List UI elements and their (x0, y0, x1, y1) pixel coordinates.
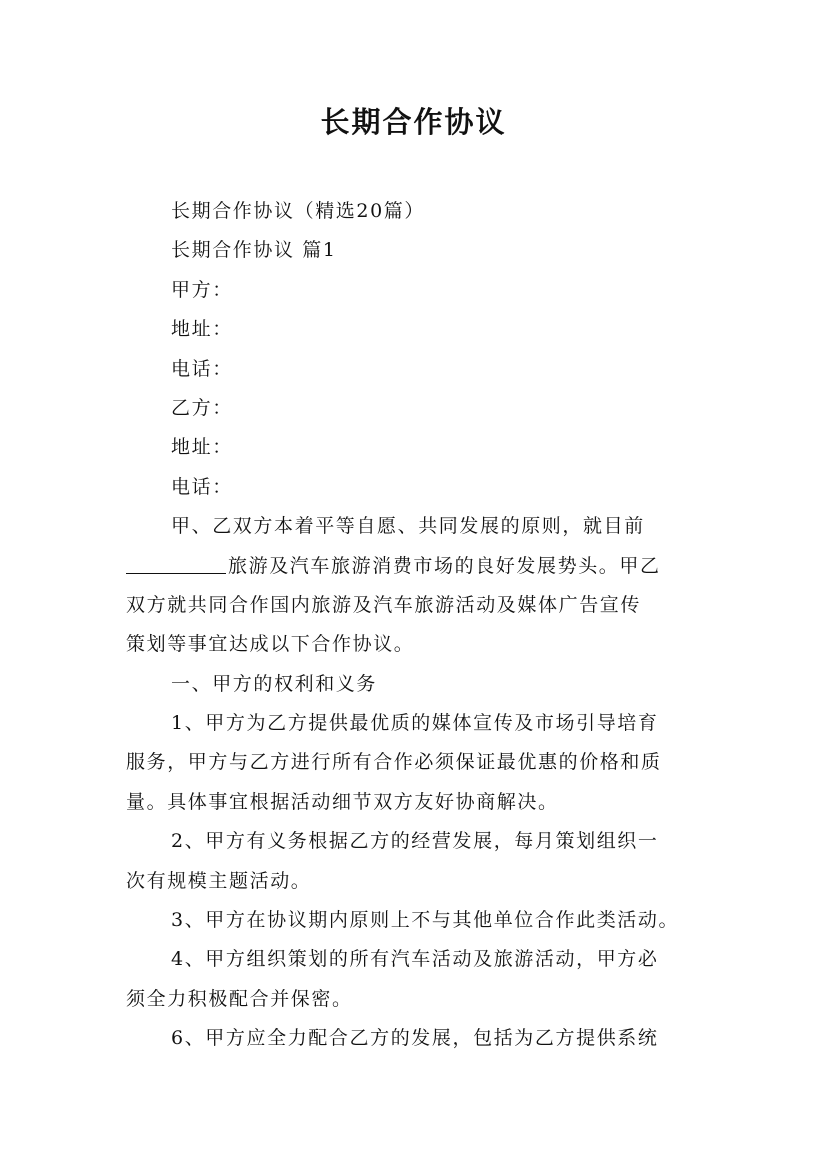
paragraph-line-with-blank (126, 547, 706, 586)
clause-line: 量。具体事宜根据活动细节双方友好协商解决。 (126, 790, 559, 813)
paragraph-line: 策划等事宜达成以下合作协议。 (126, 633, 415, 656)
section-heading: 长期合作协议 篇1 (171, 239, 337, 262)
party-a-label: 甲方： (171, 278, 233, 301)
subtitle-line: 长期合作协议（精选20篇） (171, 200, 425, 222)
paragraph-line: 甲、乙双方本着平等自愿、共同发展的原则，就目前 (171, 515, 645, 538)
section-heading: 一、甲方的权利和义务 (171, 672, 378, 695)
clause-line: 1、甲方为乙方提供最优质的媒体宣传及市场引导培育 (171, 712, 659, 735)
clause-line: 6、甲方应全力配合乙方的发展，包括为乙方提供系统 (171, 1027, 659, 1050)
party-a-address-label: 地址： (171, 318, 233, 341)
party-b-phone-label: 电话： (171, 475, 233, 498)
clause-line: 次有规模主题活动。 (126, 869, 312, 892)
party-a-phone-label: 电话： (171, 357, 233, 380)
party-b-label: 乙方： (171, 396, 233, 419)
fill-in-blank (126, 551, 226, 574)
paragraph-line: 双方就共同合作国内旅游及汽车旅游活动及媒体广告宣传 (126, 593, 642, 616)
document-body (126, 192, 706, 1059)
party-b-address-label: 地址： (171, 436, 233, 459)
clause-line: 2、甲方有义务根据乙方的经营发展，每月策划组织一 (171, 830, 659, 853)
paragraph-line-text: 旅游及汽车旅游消费市场的良好发展势头。甲乙 (228, 554, 661, 577)
clause-line: 服务，甲方与乙方进行所有合作必须保证最优惠的价格和质 (126, 751, 662, 774)
clause-line: 4、甲方组织策划的所有汽车活动及旅游活动，甲方必 (171, 948, 659, 971)
clause-line: 3、甲方在协议期内原则上不与其他单位合作此类活动。 (171, 909, 680, 932)
clause-line: 须全力积极配合并保密。 (126, 987, 353, 1010)
document-title: 长期合作协议 (320, 105, 507, 139)
